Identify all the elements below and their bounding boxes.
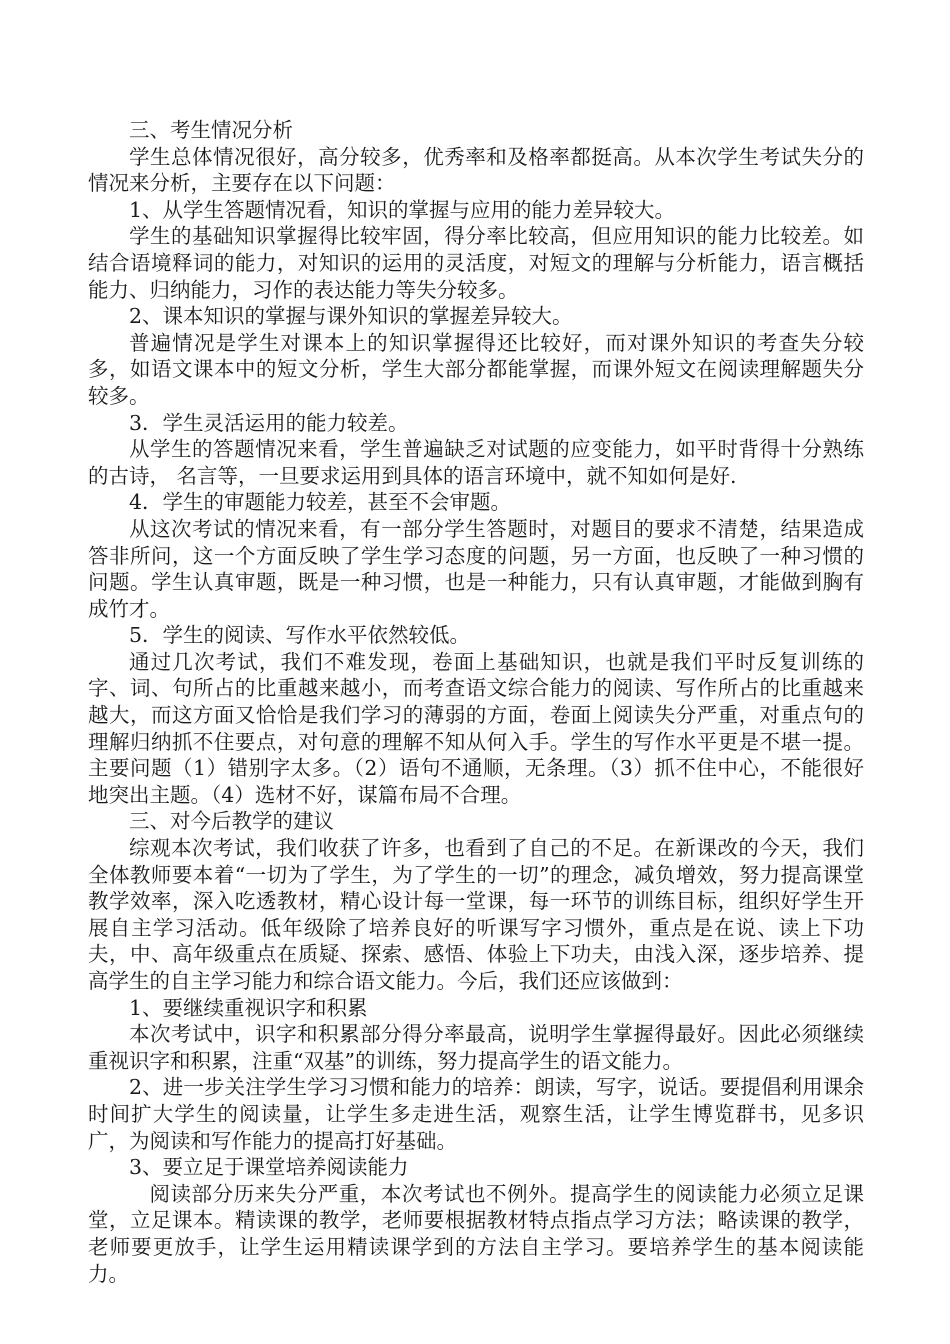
document-page bbox=[88, 117, 864, 1287]
paragraph-point-4: 从这次考试的情况来看，有一部分学生答题时，对题目的要求不清楚，结果造成答非所问，这一个方面反映了学生学习态度的问题，另一方面，也反映了一种习惯的问题。学生认真审题，既是一种习惯，也是一种能力，只有认真审题，才能做到胸有成竹才。 bbox=[88, 516, 864, 621]
paragraph-overview: 学生总体情况很好，高分较多，优秀率和及格率都挺高。从本次学生考试失分的情况来分析，主要存在以下问题： bbox=[88, 144, 864, 196]
section-heading-suggestions: 三、对今后教学的建议 bbox=[129, 809, 334, 834]
point-heading-4: 4．学生的审题能力较差，甚至不会审题。 bbox=[129, 490, 512, 515]
paragraph-point-3: 从学生的答题情况来看，学生普遍缺乏对试题的应变能力，如平时背得十分熟练的古诗， 名言等，一旦要求运用到具体的语言环境中，就不知如何是好. bbox=[88, 437, 864, 488]
paragraph-point-2: 普遍情况是学生对课本上的知识掌握得还比较好，而对课外知识的考查失分较多，如语文课本中的短文分析，学生大部分都能掌握，而课外短文在阅读理解题失分较多。 bbox=[88, 330, 864, 408]
paragraph-point-1: 学生的基础知识掌握得比较牢固，得分率比较高，但应用知识的能力比较差。如结合语境释词的能力，对知识的运用的灵活度，对短文的理解与分析能力，语言概括能力、归纳能力，习作的表达能力等失分较多。 bbox=[88, 224, 864, 302]
point-heading-1: 1、从学生答题情况看，知识的掌握与应用的能力差异较大。 bbox=[129, 197, 676, 222]
suggestion-heading-1: 1、要继续重视识字和积累 bbox=[129, 995, 368, 1020]
point-heading-5: 5．学生的阅读、写作水平依然较低。 bbox=[129, 623, 471, 648]
section-heading-student-analysis: 三、考生情况分析 bbox=[129, 118, 293, 142]
paragraph-suggestions-intro: 综观本次考试，我们收获了许多，也看到了自己的不足。在新课改的今天，我们全体教师要本着“一切为了学生，为了学生的一切”的理念，减负增效，努力提高课堂教学效率，深入吃透教材，精心设计每一堂课，每一环节的训练目标，组织好学生开展自主学习活动。低年级除了培养良好的听课写字习惯外，重点是在说、读上下功夫，中、高年级重点在质疑、探索、感悟、体验上下功夫，由浅入深，逐步培养、提高学生的自主学习能力和综合语文能力。今后，我们还应该做到： bbox=[88, 836, 864, 993]
suggestion-heading-3: 3、要立足于课堂培养阅读能力 bbox=[129, 1155, 409, 1180]
paragraph-suggestion-2: 2、进一步关注学生学习习惯和能力的培养：朗读，写字，说话。要提倡利用课余时间扩大学生的阅读量，让学生多走进生活，观察生活，让学生博览群书，见多识广，为阅读和写作能力的提高打好基础。 bbox=[88, 1075, 864, 1153]
paragraph-point-5: 通过几次考试，我们不难发现，卷面上基础知识，也就是我们平时反复训练的字、词、句所占的比重越来越小，而考查语文综合能力的阅读、写作所占的比重越来越大，而这方面又恰恰是我们学习的薄弱的方面，卷面上阅读失分严重，对重点句的理解归纳抓不住要点，对句意的理解不知从何入手。学生的写作水平更是不堪一提。主要问题（1）错别字太多。（2）语句不通顺，无条理。（3）抓不住中心，不能很好地突出主题。（4）选材不好，谋篇布局不合理。 bbox=[88, 649, 864, 807]
paragraph-suggestion-3: 阅读部分历来失分严重，本次考试也不例外。提高学生的阅读能力必须立足课堂，立足课本。精读课的教学，老师要根据教材特点指点学习方法；略读课的教学，老师要更放手，让学生运用精读课学到的方法自主学习。要培养学生的基本阅读能力。 bbox=[88, 1181, 864, 1286]
point-heading-3: 3．学生灵活运用的能力较差。 bbox=[129, 410, 409, 435]
paragraph-suggestion-1: 本次考试中，识字和积累部分得分率最高，说明学生掌握得最好。因此必须继续重视识字和积累，注重“双基”的训练，努力提高学生的语文能力。 bbox=[88, 1022, 864, 1073]
point-heading-2: 2、课本知识的掌握与课外知识的掌握差异较大。 bbox=[129, 304, 573, 329]
